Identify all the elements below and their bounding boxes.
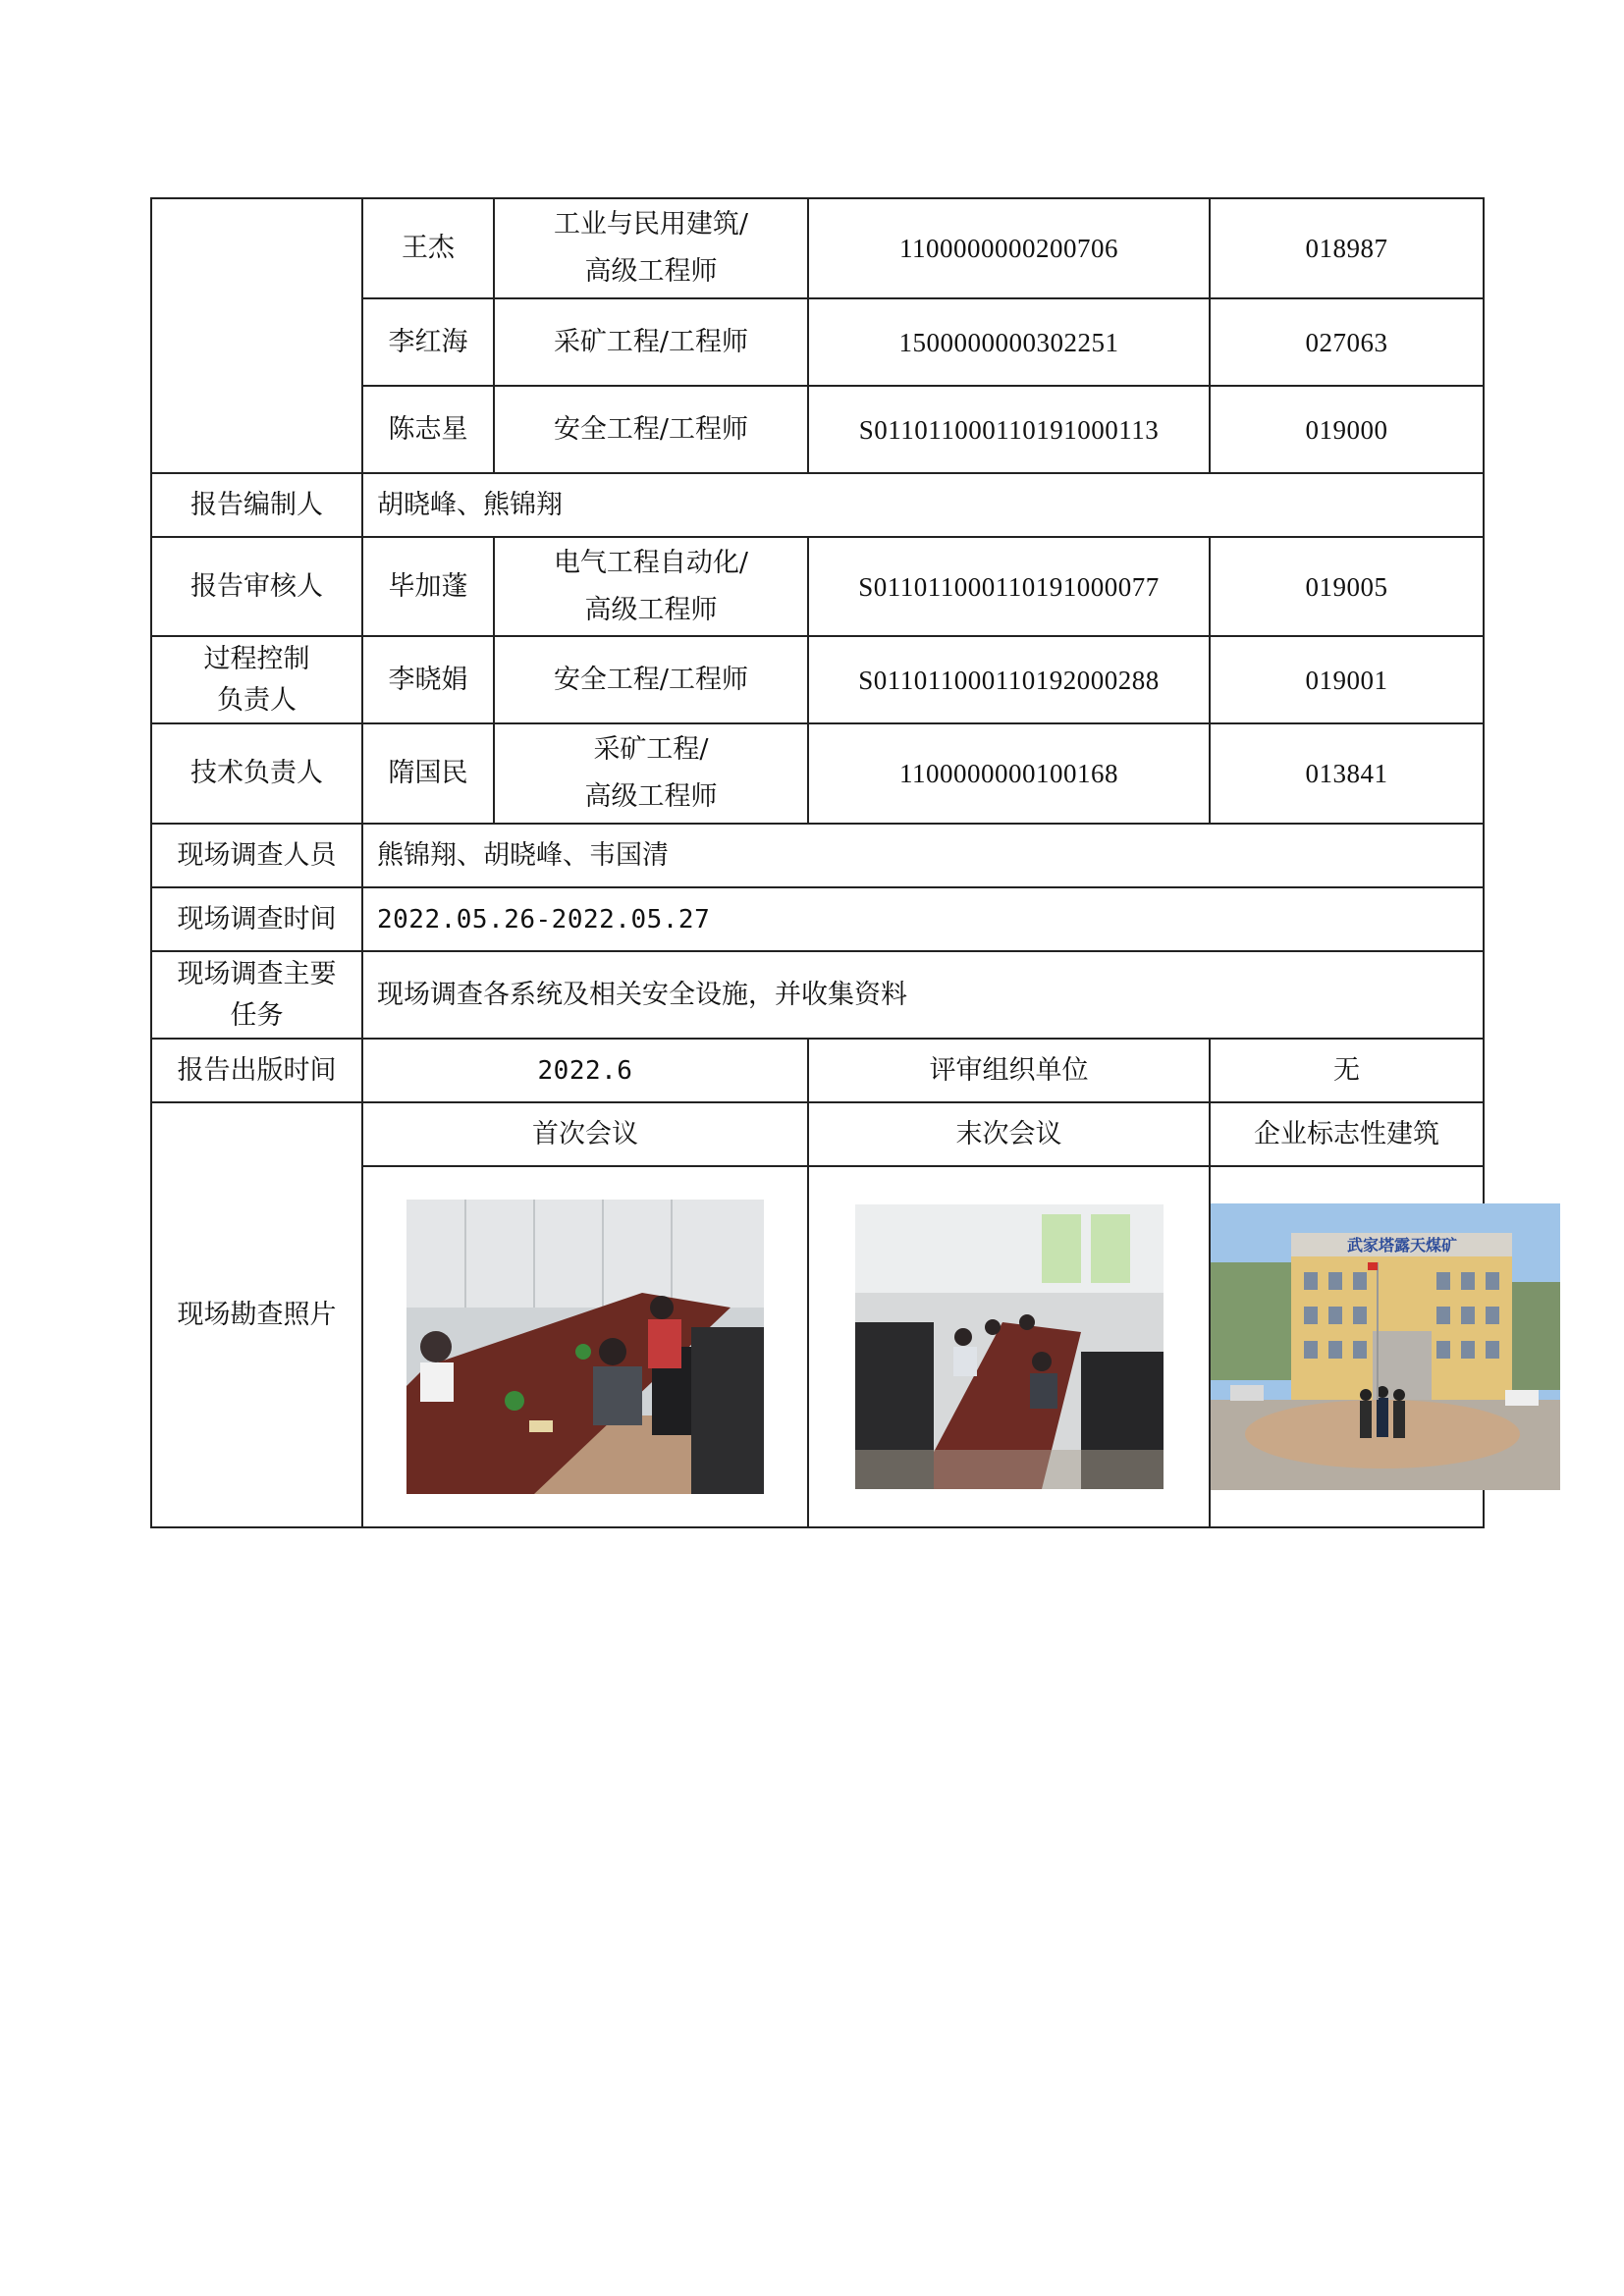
member-cert-no: S011011000110191000113	[808, 386, 1210, 473]
photo-caption-first-meeting: 首次会议	[362, 1102, 808, 1166]
table-row	[151, 636, 1484, 723]
reviewer-title	[494, 537, 808, 636]
reviewer-cert-no: S011011000110191000077	[808, 537, 1210, 636]
publish-label: 报告出版时间	[151, 1039, 362, 1102]
technical-lead-name: 隋国民	[362, 723, 494, 824]
survey-staff-label: 现场调查人员	[151, 824, 362, 887]
technical-lead-title-line1: 采矿工程/	[593, 734, 709, 765]
table-row	[151, 473, 1484, 537]
photo-caption-landmark: 企业标志性建筑	[1210, 1102, 1484, 1166]
member-title-line2: 高级工程师	[584, 256, 718, 287]
process-control-label-line2: 负责人	[217, 684, 297, 716]
table-row	[151, 1102, 1484, 1166]
member-reg-no: 027063	[1210, 298, 1484, 386]
publish-value: 2022.6	[362, 1039, 808, 1102]
table-row	[151, 824, 1484, 887]
process-control-name: 李晓娟	[362, 636, 494, 723]
table-row	[151, 537, 1484, 636]
member-title-line1: 工业与民用建筑/	[553, 209, 749, 240]
building-sign-text: 武家塔露天煤矿	[1346, 1236, 1458, 1255]
member-name: 李红海	[362, 298, 494, 386]
member-reg-no: 018987	[1210, 198, 1484, 298]
table-row	[151, 723, 1484, 824]
survey-time-value: 2022.05.26-2022.05.27	[362, 887, 1484, 951]
table-row	[151, 887, 1484, 951]
member-name: 王杰	[362, 198, 494, 298]
member-cert-no: 1500000000302251	[808, 298, 1210, 386]
member-name: 陈志星	[362, 386, 494, 473]
reviewer-label: 报告审核人	[151, 537, 362, 636]
reviewer-title-line1: 电气工程自动化/	[553, 547, 749, 578]
technical-lead-label: 技术负责人	[151, 723, 362, 824]
report-info-table	[150, 197, 1485, 1528]
process-control-label	[151, 636, 362, 723]
member-cert-no: 1100000000200706	[808, 198, 1210, 298]
process-control-reg-no: 019001	[1210, 636, 1484, 723]
landmark-building-photo	[1211, 1203, 1560, 1490]
review-org-value: 无	[1210, 1039, 1484, 1102]
photo-cell-landmark	[1210, 1166, 1484, 1527]
table-row	[151, 951, 1484, 1039]
survey-task-label	[151, 951, 362, 1039]
member-title: 采矿工程/工程师	[494, 298, 808, 386]
technical-lead-title	[494, 723, 808, 824]
empty-label-cell	[151, 198, 362, 473]
photo-caption-last-meeting: 末次会议	[808, 1102, 1210, 1166]
photo-cell-first-meeting	[362, 1166, 808, 1527]
survey-task-label-line2: 任务	[230, 999, 284, 1031]
last-meeting-photo	[855, 1204, 1164, 1489]
member-title: 安全工程/工程师	[494, 386, 808, 473]
process-control-cert-no: S011011000110192000288	[808, 636, 1210, 723]
process-control-title: 安全工程/工程师	[494, 636, 808, 723]
first-meeting-photo	[406, 1200, 764, 1494]
table-row	[151, 1039, 1484, 1102]
survey-task-value: 现场调查各系统及相关安全设施，并收集资料	[362, 951, 1484, 1039]
member-reg-no: 019000	[1210, 386, 1484, 473]
survey-task-label-line1: 现场调查主要	[177, 958, 337, 989]
member-title	[494, 198, 808, 298]
technical-lead-reg-no: 013841	[1210, 723, 1484, 824]
reviewer-title-line2: 高级工程师	[584, 594, 718, 625]
technical-lead-title-line2: 高级工程师	[584, 781, 718, 812]
compiler-label: 报告编制人	[151, 473, 362, 537]
process-control-label-line1: 过程控制	[203, 643, 310, 674]
review-org-label: 评审组织单位	[808, 1039, 1210, 1102]
table-row	[151, 198, 1484, 298]
survey-time-label: 现场调查时间	[151, 887, 362, 951]
technical-lead-cert-no: 1100000000100168	[808, 723, 1210, 824]
reviewer-reg-no: 019005	[1210, 537, 1484, 636]
photo-cell-last-meeting	[808, 1166, 1210, 1527]
reviewer-name: 毕加蓬	[362, 537, 494, 636]
survey-staff-value: 熊锦翔、胡晓峰、韦国清	[362, 824, 1484, 887]
compiler-value: 胡晓峰、熊锦翔	[362, 473, 1484, 537]
photos-label: 现场勘查照片	[151, 1102, 362, 1527]
